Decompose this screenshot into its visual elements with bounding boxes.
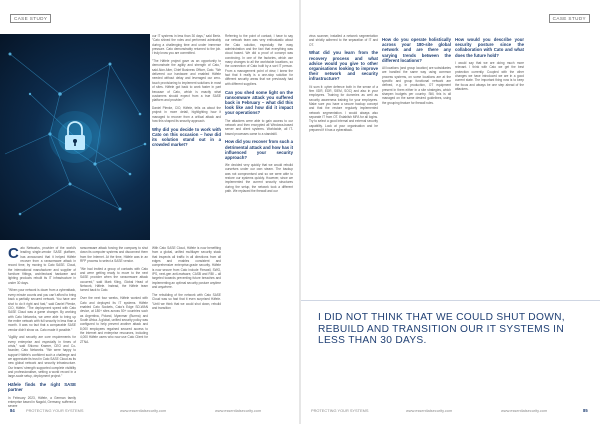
paragraph: With Cato SASE Cloud, Häfele is now benefiting from a global, unified multilayer security stack that inspects all traffic in all directions from all edges and enables consistent and comprehensive enterprise-grade security. Häfele is now secure from Cato include Firewall, SWG, IPS, next-gen anti-malware, CASB and RBI – all targeted towards preventing future breaches and implementing an optimal security posture anytime and anywhere. <box>152 246 221 290</box>
footer-publication: www.essentialsecurity.com <box>501 408 548 413</box>
left-page <box>0 0 299 424</box>
section-tag: CASE STUDY <box>549 14 590 23</box>
paragraph: The rebuilding of the network with Cato SASE Cloud was so fast that it even surprised Häfele. "Until we think that we could shut down, rebuild and transition <box>152 292 221 310</box>
paragraph: We decided very quickly that we would rebuild ourselves under our own steam. The backup was not compromised and so we were able to restore our systems quickly. However, since we implemented the current security structures during the setup, the network took a different path. We replaced the firewall and our <box>225 163 293 194</box>
paragraph: "When your network is down from a cyberattack, every minute counts and you can't afford to bring back a partially secured network. You have one shot to do it right and fast," said Daniel Plenke, CIO, Häfele. "The deployment speed with Cato SASE Cloud was a game changer. By working with Cato Networks, we were able to bring up the entire network with full security in less than a month. It was no fact that a comparable SASE vendor didn't show us. Cato made it possible." <box>8 288 76 332</box>
footer-publication: PROTECTING YOUR SYSTEMS <box>26 408 84 413</box>
article-column-2 <box>80 246 148 347</box>
paragraph: "We had invited a group of contacts with Cato and were getting ready to move to the next SASE provider when the ransomware attack occurred," said Mark Kling, Global Head of Network, Häfele. Instead, the Häfele team turned back to Cato. <box>80 266 148 293</box>
article-column-7 <box>455 34 524 95</box>
drop-cap: C <box>8 244 19 262</box>
page-number: 85 <box>583 408 588 413</box>
footer-url: www.essentialsecurity.com <box>215 408 262 413</box>
paragraph: Referring to the point of contact, I have to say our network team was very enthusiastic about the Cato solution, especially the easy administration and the fact that everything was cloud based. We did a proof of concept was convincing. In one of the factories, which use many changes to all the worldwide locations, so the connection of Cato built by a sort IT person. From a management point of view, I knew the fact that it really is a one-stop solution for different security areas that we previously had with different suppliers. <box>225 34 293 86</box>
paragraph: Over the next four weeks, Häfele worked with Cato and deployed its IT systems. Häfele enabled Cato Sockets, Cato's Edge SD-WAN device, at 180+ sites across 50+ countries such as Argentina, Poland, Myanmar (Burma) and South Africa. A global, unified security policy was configured to help prevent another attack and 8,000 employees regained secured access to the Internet and enterprise resources, including 4,000 Häfele users who now use Cato Client for ZTNA. <box>80 296 148 344</box>
interview-question: How did you recover from such a detrimental attack and how has it influenced your security approach? <box>225 139 293 160</box>
page-footer <box>0 408 299 415</box>
interview-question: Can you shed some light on the ransomware attack you suffered back in February – what did this look like and how did it impact your operations? <box>225 89 293 116</box>
paragraph: "Agility and security are core requirements for every enterprise and especially in times of crisis," said Shlomo Kramer, CEO and Co-founder, Cato Networks. "We were happy to support Häfele's confident such a challenge and we appreciate its trust in Cato SASE Cloud as its new global network and security infrastructure. Our teams' strength supported complete visibility and professionalism, setting a world record in a large-scale setup, deployment project." <box>8 335 76 379</box>
paragraph: All locations (and group location) are subsidiaries are handled the same way using common process systems, on some locations are at the specific and group functional network are defined, e.g. in production, OT equipment present in them either in a site strategies, which sharpen budgets per country. Still, this is all managed on the same desired guidelines, using the grouping feature for firewall rules. <box>382 66 451 105</box>
section-heading: Häfele finds the right SASE partner <box>8 382 76 393</box>
paragraph: I would say that we are doing much more relevant. I think with Cato we get the best protection currently. Coupled with the other changes we have introduced we are in a good current state. The important thing now is to keep the focus and always be one step ahead of the attackers. <box>455 60 524 91</box>
footer-url: www.essentialsecurity.com <box>120 408 167 413</box>
page-footer <box>301 408 600 415</box>
footer-url: PROTECTING YOUR SYSTEMS <box>311 408 369 413</box>
article-column-3 <box>152 246 221 314</box>
hero-image <box>0 34 150 240</box>
network-lock-illustration <box>0 34 150 240</box>
intro-paragraph: Cato Networks, provider of the world's leading single-vendor SASE platform, has announced that it helped Häfele recover from a ransomware attack in record time, by moving to Cato SASE. Cloud, the international manufacturer and supplier of furniture fittings, architectural hardware and lighting products rebuilt its IT infrastructure in under 30 days. <box>8 244 76 285</box>
paragraph: ransomware attack forcing the company to shut down its computer systems and disconnect them from the Internet. At the time, Häfele was in an RFP process to select a SASE vendor. <box>80 246 148 264</box>
article-column-4 <box>225 34 293 197</box>
right-page <box>301 0 600 424</box>
pull-quote: I DID NOT THINK THAT WE COULD SHUT DOWN, REBUILD AND TRANSITION OUR IT SYSTEMS IN LESS THAN 30 DAYS. <box>318 312 565 347</box>
quote-divider <box>301 300 600 301</box>
interview-question: Why did you decide to work with Cato on this occasion – how did its solution stand out in a crowded market? <box>152 126 221 148</box>
article-column-5 <box>309 34 378 136</box>
paragraph: Daniel Plenke, CIO, Häfele, tells us about the project in more detail, highlighting how it managed to recover from a critical attack and how this shaped its security approach. <box>152 105 221 123</box>
section-tag: CASE STUDY <box>10 14 51 23</box>
interview-question: How would you describe your security posture since the collaboration with Cato and what does the future hold? <box>455 37 524 58</box>
paragraph: I'd sum it: cyber defence both in the sense of a firm XDR, EDR, SIEM, SOC) and also in your employees. Training for dummies as well as security awareness training for your employees. Make sure you have a secure backup concept and that the restore regularly implemented network segmentation. I would always also separate IT from OT. Establish MFA for all logins. Try to select a good internal and external security capability. Look at your organisation and be prepared if it has a cyberattack. <box>309 84 378 133</box>
article-column-1 <box>8 246 76 412</box>
interview-question: How do you operate holistically across your 180-site global network and are there any varying trends between the different locations? <box>382 37 451 63</box>
paragraph: virus scanner, installed a network segmentation and strictly adhered to the separation of IT and OT. <box>309 34 378 47</box>
page-number: 84 <box>10 408 15 413</box>
paragraph: In February 2023, Häfele, a German family enterprise based in Nagold, Germany, suffered a severe <box>8 395 76 409</box>
article-column-6 <box>382 34 451 109</box>
paragraph: our IT systems in less than 30 days," said Bertz. "Cato shined the roles and performed admirably during a challenging time and under immense pressure. Cato demonstrably returned to the job. I truly know you are committed. <box>152 34 221 56</box>
article-column-3-top <box>152 34 221 151</box>
paragraph: The attackers were able to gain access to our network and then encrypted all Windows-based server and client systems. Worldwide, all IT-based processes came to a standstill. <box>225 118 293 136</box>
footer-url: www.essentialsecurity.com <box>406 408 453 413</box>
interview-question: What did you learn from the recovery process and what advice would you give to other organisations looking to improve their network and security infrastructure? <box>309 50 378 82</box>
paragraph: "The Häfele project gave us an opportunity to demonstrate the agility and strength of Cato," said Alon Alter, Chief Business Officer, Cato. "We delivered our hardware and enabled Häfele needed without delay and leveraged our zero-touch provisioning to implement solutions in most of sites. Häfele got back to work faster in part because of Cato, which is exactly what customers should expect from a true SASE platform and provider." <box>152 59 221 103</box>
